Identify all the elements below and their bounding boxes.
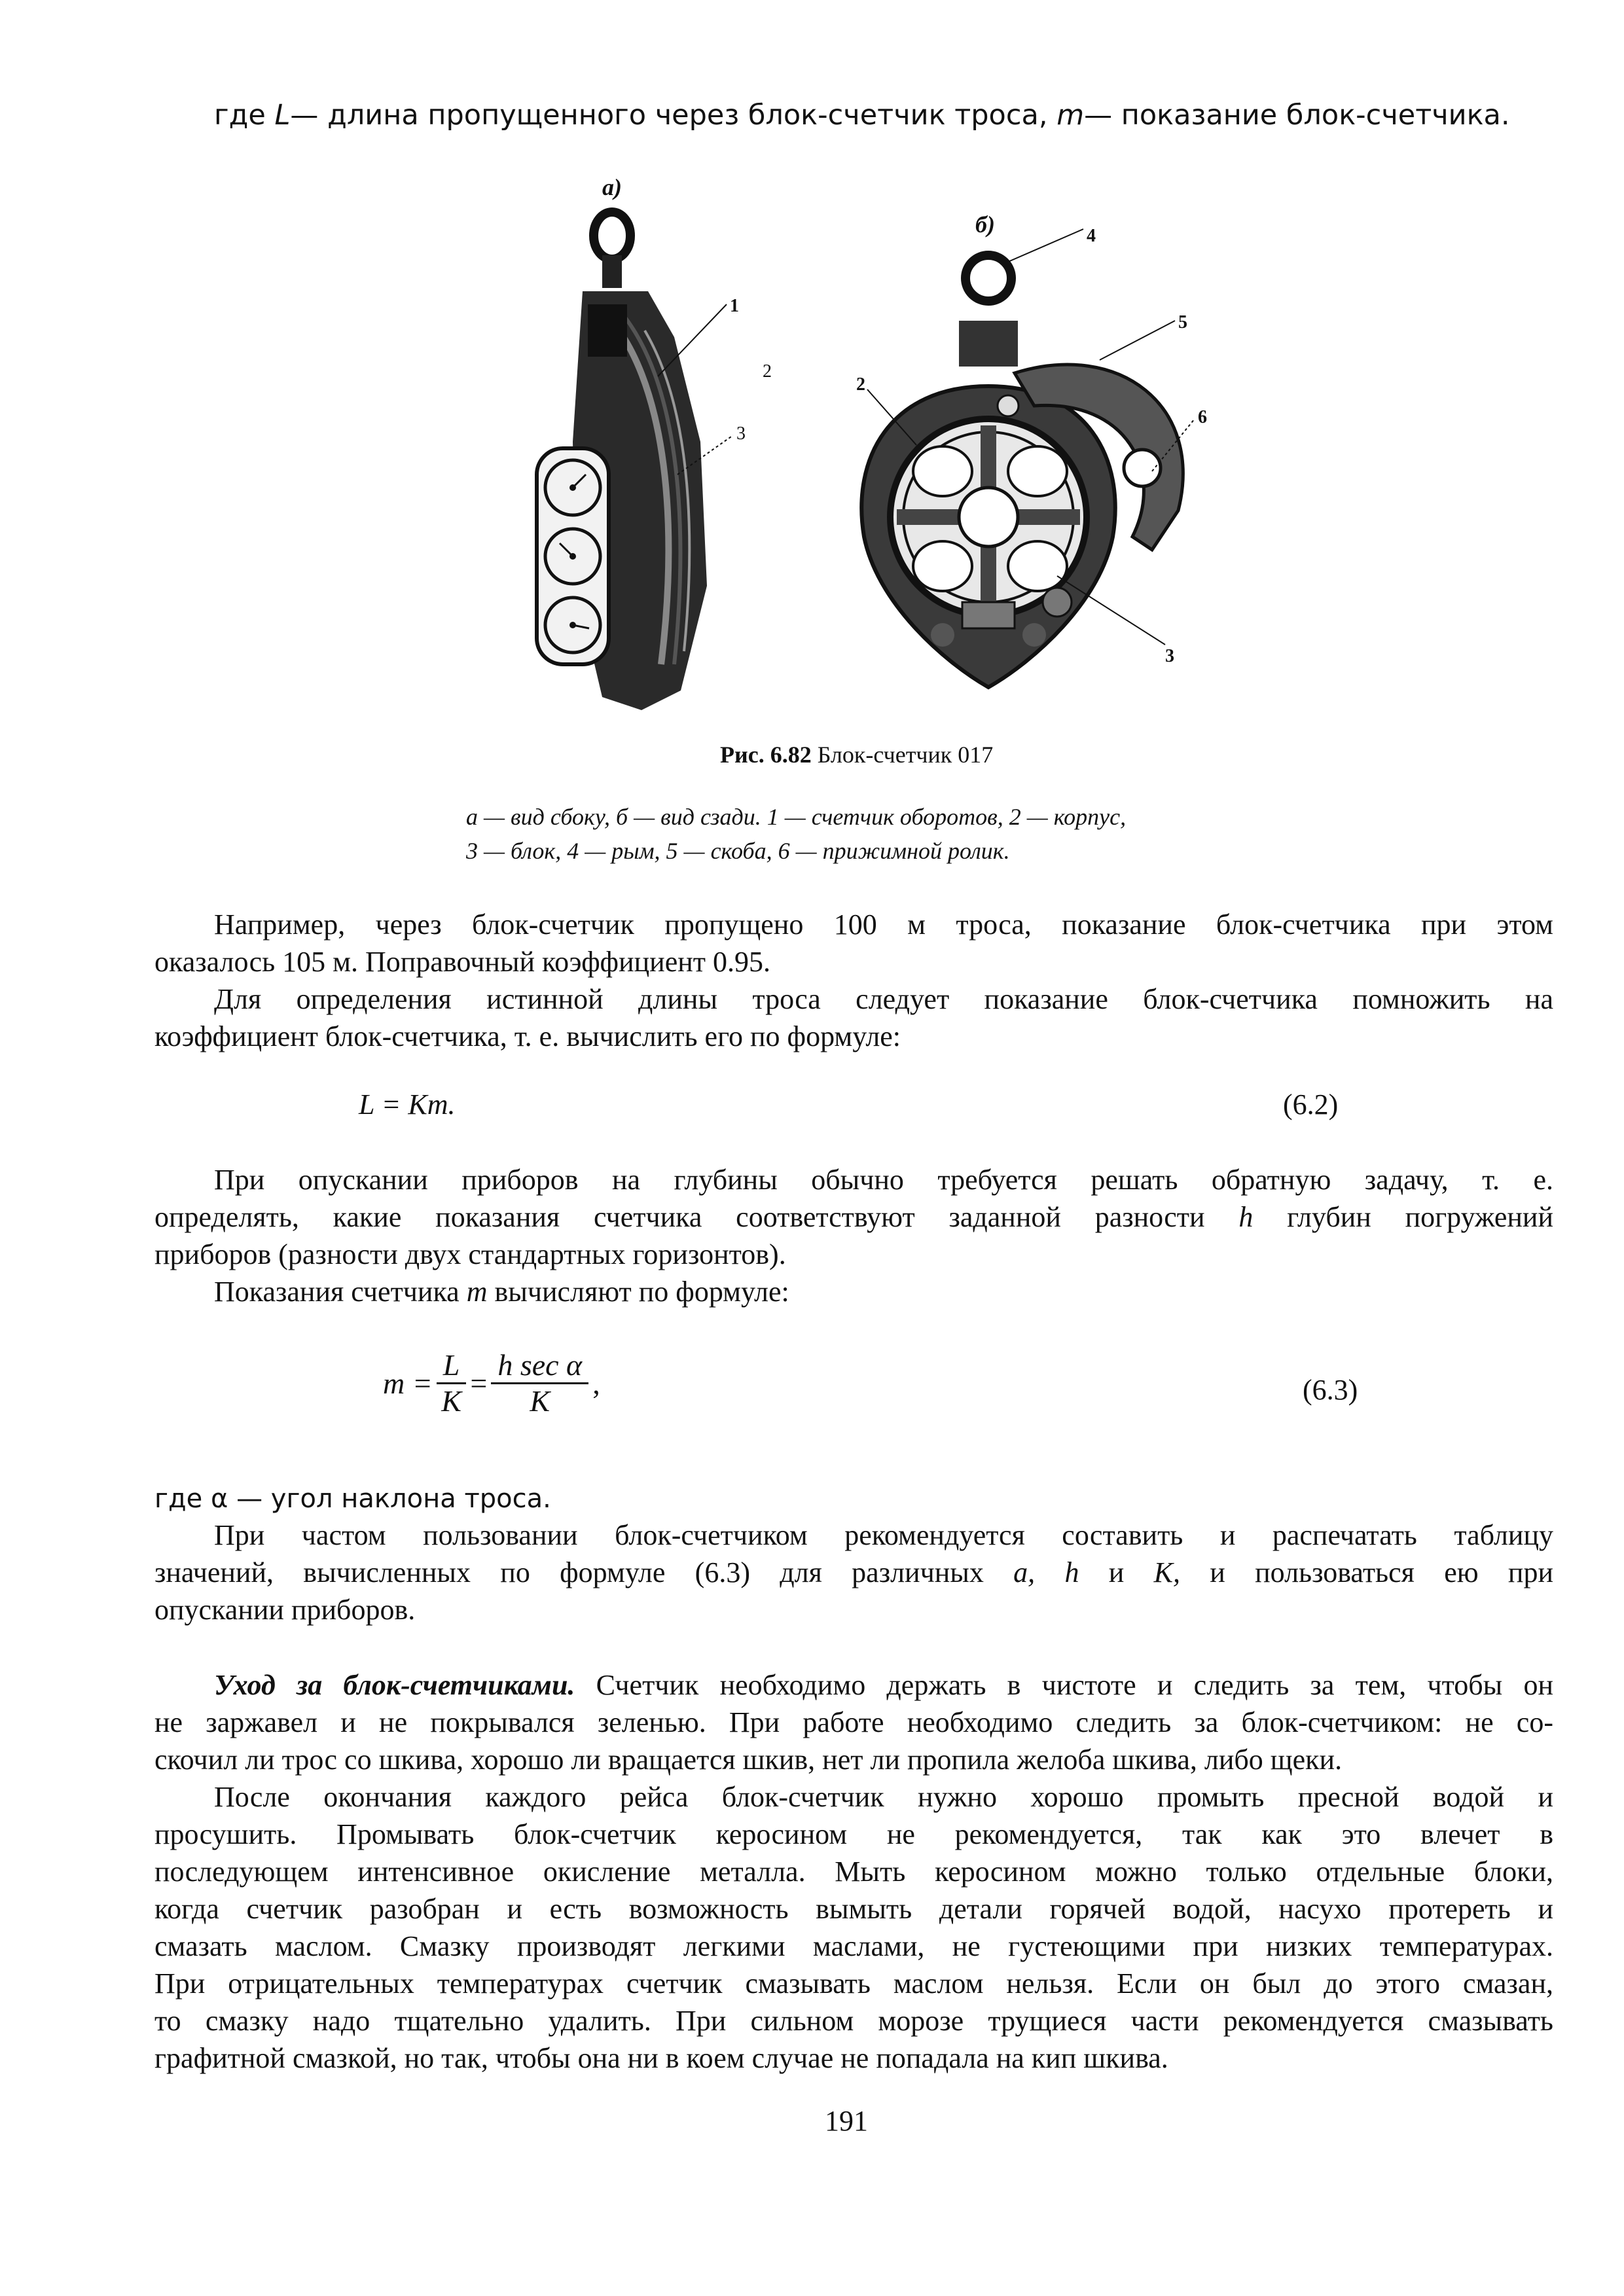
para4-text-a: Показания счетчика: [214, 1276, 467, 1308]
block-counter-side-illustration: [511, 167, 818, 730]
para7-line5: смазать маслом. Смазку производят легкими маслами, не густеющими при низких температурах.: [154, 1930, 1553, 1962]
figure-back-view: [812, 209, 1270, 713]
para7-line6: При отрицательных температурах счетчик смазывать маслом нельзя. Если он был до этого смазан,: [154, 1967, 1553, 2000]
intro-text-3: — показание блок-счетчика.: [1084, 99, 1510, 132]
para3-line1: При опускании приборов на глубины обычно требуется решать обратную задачу, т. е.: [214, 1164, 1553, 1196]
caption-title: Блок-счетчик 017: [811, 742, 994, 768]
callout-6: 6: [1198, 407, 1207, 427]
para7-line7: то смазку надо тщательно удалить. При сильном морозе трущиеся части рекомендуется смазывать: [154, 2005, 1553, 2037]
figure-side-view: [511, 167, 818, 730]
para3-line3: приборов (разности двух стандартных горизонтов).: [154, 1238, 786, 1270]
var-h: h: [1238, 1201, 1254, 1233]
var-K: K,: [1153, 1556, 1180, 1588]
callout-2: 2: [763, 361, 772, 382]
alpha-definition: где α — угол наклона троса.: [154, 1484, 551, 1514]
para7-line4: когда счетчик разобран и есть возможность вымыть детали горячей водой, насухо протереть и: [154, 1893, 1553, 1925]
vars-a-h: a, h: [1013, 1556, 1079, 1588]
care-heading: Уход за блок-счетчиками.: [214, 1669, 575, 1701]
callout-1: 1: [730, 296, 739, 316]
para3-line2: [154, 1199, 1553, 1236]
para3-line2-b: глубин погружений: [1253, 1201, 1553, 1233]
para5-line2: [154, 1554, 1553, 1591]
para5-line2-a: значений, вычисленных по формуле (6.3) для различных: [154, 1556, 1014, 1588]
care-line1: [214, 1667, 1553, 1704]
callout-4: 4: [1087, 226, 1096, 246]
formula-6-3-number: (6.3): [1303, 1374, 1358, 1406]
figure-legend-line-1: а — вид сбоку, б — вид сзади. 1 — счетчик оборотов, 2 — корпус,: [466, 804, 1127, 830]
figure-legend-line-2: 3 — блок, 4 — рым, 5 — скоба, 6 — прижимной ролик.: [466, 838, 1010, 864]
para1-line2: оказалось 105 м. Поправочный коэффициент 0.95.: [154, 946, 771, 978]
formula-6-2-number: (6.2): [1283, 1088, 1339, 1121]
intro-text-2: — длина пропущенного через блок-счетчик троса,: [290, 99, 1057, 132]
callout-3: 3: [736, 423, 746, 444]
para4: [214, 1274, 789, 1310]
care-line2: не заржавел и не покрывался зеленью. При работе необходимо следить за блок-счетчиком: не со-: [154, 1706, 1553, 1738]
para5-and: и: [1079, 1556, 1154, 1588]
formula-6-2: L = Km.: [359, 1088, 456, 1121]
para5-line2-b: и пользоваться ею при: [1180, 1556, 1553, 1588]
care-line1-rest: Счетчик необходимо держать в чистоте и следить за тем, чтобы он: [575, 1669, 1554, 1701]
fraction-hseca-over-K: [491, 1348, 588, 1418]
formula-6-3: [383, 1348, 600, 1418]
var-m: m: [1056, 99, 1085, 132]
figure-label-b: б): [975, 211, 995, 238]
var-m-2: m: [466, 1276, 488, 1308]
intro-line: [214, 97, 1510, 134]
para1-line1: Например, через блок-счетчик пропущено 100 м троса, показание блок-счетчика при этом: [214, 908, 1553, 941]
fraction-1-denominator: K: [441, 1384, 461, 1418]
fraction-1-numerator: L: [437, 1348, 467, 1384]
intro-text-1: где: [214, 99, 275, 132]
para7-line1: После окончания каждого рейса блок-счетчик нужно хорошо промыть пресной водой и: [214, 1781, 1553, 1813]
caption-number: Рис. 6.82: [720, 742, 812, 768]
callout-3-back: 3: [1165, 646, 1174, 666]
para4-text-b: вычисляют по формуле:: [487, 1276, 789, 1308]
fraction-2-denominator: K: [530, 1384, 550, 1418]
formula-lhs: m =: [383, 1366, 433, 1400]
formula-equals: =: [470, 1366, 488, 1400]
para5-line3: опускании приборов.: [154, 1594, 416, 1626]
para7-line3: последующем интенсивное окисление металла. Мыть керосином можно только отдельные блоки,: [154, 1856, 1553, 1888]
callout-5: 5: [1178, 312, 1187, 332]
block-counter-back-illustration: [812, 209, 1270, 713]
fraction-2-numerator: h sec α: [491, 1348, 588, 1384]
para7-line2: просушить. Промывать блок-счетчик керосином не рекомендуется, так как это влечет в: [154, 1818, 1553, 1850]
para2-line2: коэффициент блок-счетчика, т. е. вычислить его по формуле:: [154, 1020, 901, 1052]
figure-label-a: а): [602, 174, 622, 200]
para7-line8: графитной смазкой, но так, чтобы она ни в коем случае не попадала на кип шкива.: [154, 2042, 1168, 2074]
formula-comma: ,: [592, 1366, 600, 1400]
fraction-L-over-K: [437, 1348, 467, 1418]
care-line3: скочил ли трос со шкива, хорошо ли вращается шкив, нет ли пропила желоба шкива, либо щеки.: [154, 1744, 1343, 1776]
var-L: L: [274, 99, 291, 132]
figure-caption: [720, 740, 993, 770]
para3-line2-a: определять, какие показания счетчика соответствуют заданной разности: [154, 1201, 1239, 1233]
page-number: 191: [825, 2105, 868, 2137]
para2-line1: Для определения истинной длины троса следует показание блок-счетчика помножить на: [214, 983, 1553, 1015]
callout-2-back: 2: [856, 374, 865, 395]
para5-line1: При частом пользовании блок-счетчиком рекомендуется составить и распечатать таблицу: [214, 1519, 1553, 1551]
